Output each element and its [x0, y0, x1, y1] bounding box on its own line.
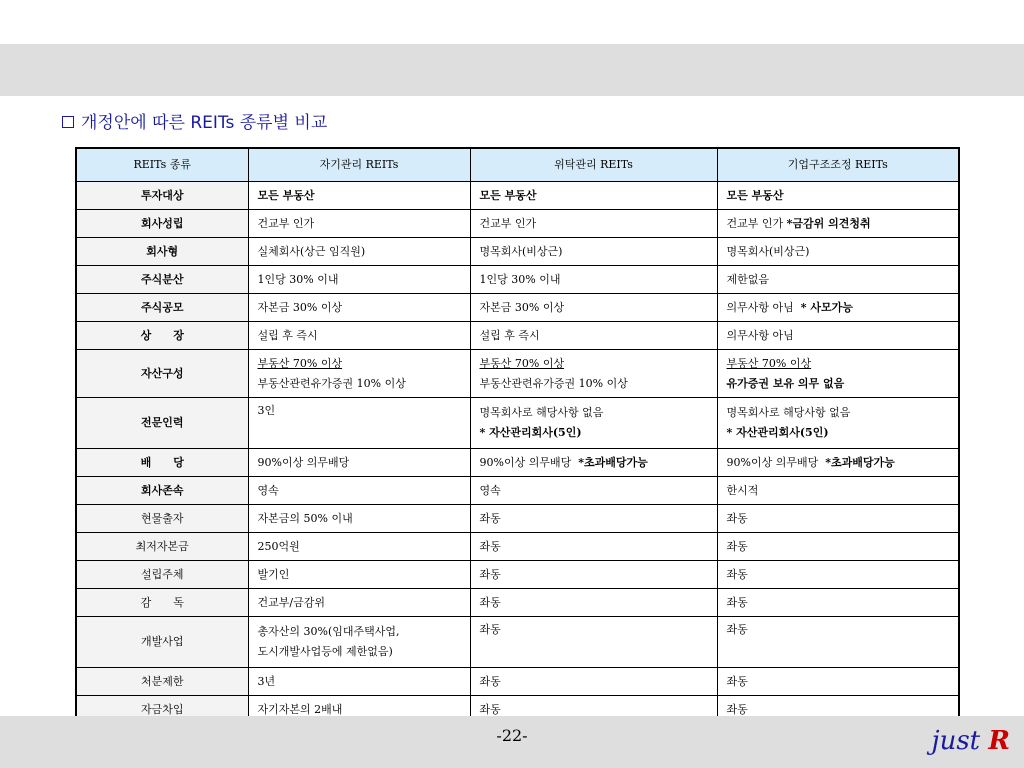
table-cell: 좌동 [470, 505, 717, 533]
row-label: 자금차입 [76, 696, 248, 725]
table-row [76, 322, 959, 350]
table-cell: 실체회사(상근 임직원) [248, 238, 470, 266]
table-row [76, 668, 959, 696]
table-cell: 발기인 [248, 561, 470, 589]
table-cell: 모든 부동산 [470, 182, 717, 210]
table-row [76, 294, 959, 322]
table-cell: 좌동 [470, 589, 717, 617]
row-label: 배 당 [76, 449, 248, 477]
table-row [76, 505, 959, 533]
table-cell: 설립 후 즉시 [470, 322, 717, 350]
cell-line: 유가증권 보유 의무 없음 [726, 376, 845, 390]
cell-line: 부동산관련유가증권 10% 이상 [257, 376, 406, 390]
table-cell: 1인당 30% 이내 [248, 266, 470, 294]
row-label: 처분제한 [76, 668, 248, 696]
table-cell [470, 398, 717, 449]
top-band [0, 44, 1024, 96]
row-label: 회사형 [76, 238, 248, 266]
cell-note: *초과배당가능 [825, 455, 895, 469]
cell-line: 부동산 70% 이상 [726, 356, 812, 370]
cell-line: 총자산의 30%(임대주택사업, [257, 625, 400, 638]
table-cell: 좌동 [470, 617, 717, 668]
table-cell: 한시적 [717, 477, 959, 505]
row-label: 개발사업 [76, 617, 248, 668]
table-row [76, 238, 959, 266]
table-cell: 좌동 [470, 561, 717, 589]
row-label: 회사존속 [76, 477, 248, 505]
row-label: 자산구성 [76, 350, 248, 398]
table-header-row [76, 148, 959, 182]
cell-line: 도시개발사업등에 제한없음) [257, 645, 393, 658]
table-cell: 90%이상 의무배당 [248, 449, 470, 477]
brand-just: just [931, 726, 981, 756]
table-row [76, 449, 959, 477]
brand-logo [932, 726, 1010, 756]
table-cell: 자본금의 50% 이내 [248, 505, 470, 533]
cell-line: 부동산 70% 이상 [479, 356, 565, 370]
table-cell [717, 398, 959, 449]
table-cell: 자기자본의 2배내 [248, 696, 470, 725]
table-cell [717, 350, 959, 398]
row-label: 감 독 [76, 589, 248, 617]
page-number: -22- [496, 726, 528, 745]
cell-note: *초과배당가능 [578, 455, 648, 469]
table-cell: 영속 [470, 477, 717, 505]
row-label: 주식공모 [76, 294, 248, 322]
table-cell: 자본금 30% 이상 [470, 294, 717, 322]
row-label: 투자대상 [76, 182, 248, 210]
table-row [76, 266, 959, 294]
table-cell: 좌동 [717, 561, 959, 589]
table-row [76, 561, 959, 589]
table-cell [248, 617, 470, 668]
cell-line: 부동산 70% 이상 [257, 356, 343, 370]
brand-r: R [988, 726, 1010, 756]
table-cell: 좌동 [717, 696, 959, 725]
table-row [76, 477, 959, 505]
cell-line: * 자산관리회사(5인) [479, 426, 582, 439]
table-cell: 좌동 [717, 533, 959, 561]
table-cell: 모든 부동산 [248, 182, 470, 210]
table-row [76, 617, 959, 668]
table-cell: 의무사항 아님 [717, 322, 959, 350]
table-cell: 좌동 [470, 696, 717, 725]
row-label: 주식분산 [76, 266, 248, 294]
cell-line: 명목회사로 해당사항 없음 [726, 406, 851, 419]
section-heading [62, 108, 327, 133]
table-cell: 좌동 [470, 668, 717, 696]
row-label: 전문인력 [76, 398, 248, 449]
table-cell [717, 294, 959, 322]
cell-note: * 사모가능 [800, 300, 853, 314]
cell-line: 부동산관련유가증권 10% 이상 [479, 376, 628, 390]
row-label: 설립주체 [76, 561, 248, 589]
table-cell: 좌동 [470, 533, 717, 561]
table-cell [717, 449, 959, 477]
table-cell: 좌동 [717, 617, 959, 668]
table-cell: 좌동 [717, 505, 959, 533]
table-cell: 자본금 30% 이상 [248, 294, 470, 322]
table-cell: 좌동 [717, 668, 959, 696]
table-cell: 명목회사(비상근) [470, 238, 717, 266]
heading-text: 개정안에 따른 REITs 종류별 비교 [81, 113, 328, 133]
row-label: 현물출자 [76, 505, 248, 533]
cell-text: 의무사항 아님 [726, 300, 794, 314]
row-label: 최저자본금 [76, 533, 248, 561]
table-cell: 설립 후 즉시 [248, 322, 470, 350]
table-cell: 1인당 30% 이내 [470, 266, 717, 294]
checkbox-square-icon [62, 116, 74, 128]
header-cell: 기업구조조정 REITs [717, 148, 959, 182]
row-label: 상 장 [76, 322, 248, 350]
table-row [76, 533, 959, 561]
table-row [76, 182, 959, 210]
table-cell: 건교부/금감위 [248, 589, 470, 617]
cell-text: 건교부 인가 [726, 216, 784, 230]
table-cell: 명목회사(비상근) [717, 238, 959, 266]
cell-line: * 자산관리회사(5인) [726, 426, 829, 439]
header-cell: REITs 종류 [76, 148, 248, 182]
cell-text: 90%이상 의무배당 [726, 455, 819, 469]
table-row [76, 589, 959, 617]
table-cell: 영속 [248, 477, 470, 505]
table-cell [717, 210, 959, 238]
table-cell: 3인 [248, 398, 470, 449]
table-cell: 건교부 인가 [470, 210, 717, 238]
table-cell: 제한없음 [717, 266, 959, 294]
row-label: 회사성립 [76, 210, 248, 238]
reits-comparison-table [75, 147, 960, 725]
table-cell: 모든 부동산 [717, 182, 959, 210]
table-cell: 3년 [248, 668, 470, 696]
header-cell: 자기관리 REITs [248, 148, 470, 182]
table-cell: 좌동 [717, 589, 959, 617]
cell-line: 명목회사로 해당사항 없음 [479, 406, 604, 419]
table-row [76, 398, 959, 449]
table-row [76, 210, 959, 238]
table-cell [470, 350, 717, 398]
table-cell [470, 449, 717, 477]
table-row [76, 350, 959, 398]
table-cell [248, 350, 470, 398]
cell-note: *금감위 의견청취 [786, 216, 871, 230]
header-cell: 위탁관리 REITs [470, 148, 717, 182]
cell-text: 90%이상 의무배당 [479, 455, 572, 469]
table-cell: 250억원 [248, 533, 470, 561]
table-cell: 건교부 인가 [248, 210, 470, 238]
